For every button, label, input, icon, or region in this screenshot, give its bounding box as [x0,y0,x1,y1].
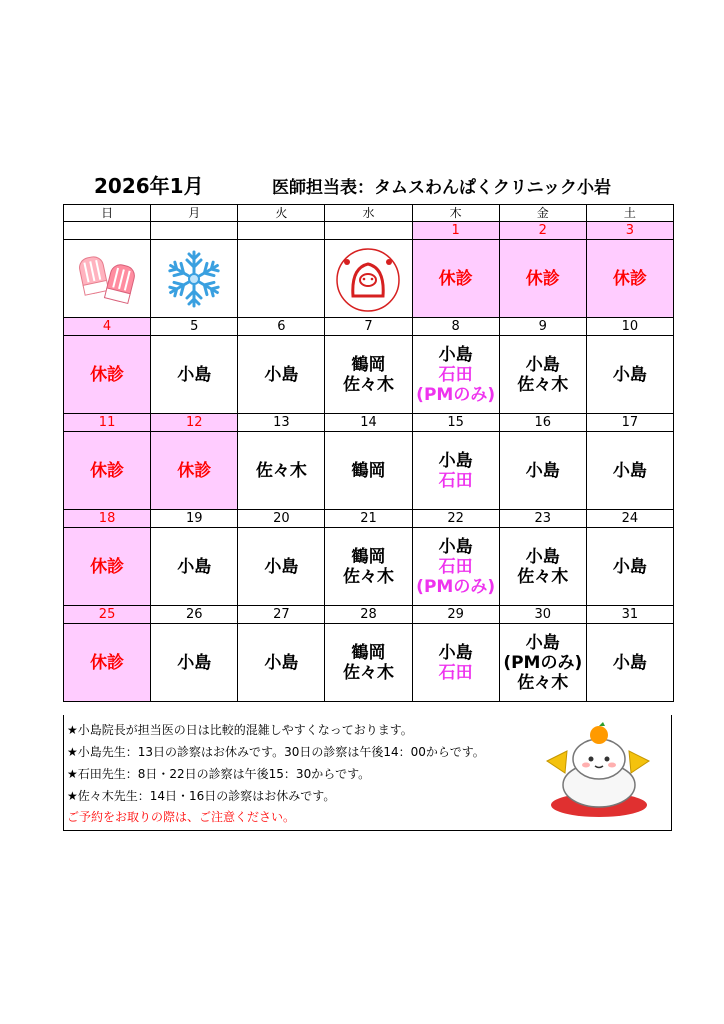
doctor-name: 小島 [525,632,560,653]
doctor-name: 小島 [438,344,473,365]
date-number: 29 [412,606,499,624]
date-number: 5 [151,318,238,336]
schedule-row [64,528,674,606]
schedule-cell [238,336,325,414]
schedule-cell [151,528,238,606]
doctor-name: (PMのみ) [416,576,496,597]
date-number-row [64,414,674,432]
schedule-cell [412,528,499,606]
schedule-cell [499,336,586,414]
doctor-name: 佐々木 [517,566,569,587]
weekday-mon: 月 [151,205,238,222]
date-number: 13 [238,414,325,432]
doctor-name: (PMのみ) [416,384,496,405]
date-number: 25 [64,606,151,624]
closed-day-cell [64,624,151,702]
schedule-cell [238,432,325,510]
schedule-cell [151,624,238,702]
doctor-name: 小島 [177,556,212,577]
doctor-name: 小島 [438,450,473,471]
schedule-row [64,240,674,318]
date-number: 9 [499,318,586,336]
closed-day-cell [64,432,151,510]
doctor-name: 佐々木 [342,374,394,395]
page-title: 医師担当表：タムスわんぱくクリニック小岩 [272,178,611,198]
schedule-cell [412,624,499,702]
weekday-tue: 火 [238,205,325,222]
note-3: ★石田先生：8日・22日の診察は午後15：30からです。 [67,767,371,781]
schedule-cell [325,432,412,510]
date-number: 19 [151,510,238,528]
date-number: 24 [586,510,673,528]
closed-day-cell [151,432,238,510]
note-warning: ご予約をお取りの際は、ご注意ください。 [67,810,296,824]
schedule-cell [325,624,412,702]
date-number: 3 [586,222,673,240]
closed-label: 休診 [90,652,125,673]
title-year-month: 2026年1月 [94,174,204,198]
note-1: ★小島院長が担当医の日は比較的混雑しやすくなっております。 [67,723,413,737]
closed-label: 休診 [90,556,125,577]
closed-label: 休診 [438,268,473,289]
doctor-name: 小島 [612,556,647,577]
closed-day-cell [64,528,151,606]
schedule-cell [325,336,412,414]
date-number: 26 [151,606,238,624]
schedule-cell [151,240,238,318]
doctor-name: 小島 [612,460,647,481]
notes-box [63,715,672,831]
schedule-cell [586,624,673,702]
date-number: 12 [151,414,238,432]
date-number: 23 [499,510,586,528]
mittens-image [64,249,150,309]
schedule-cell [151,336,238,414]
date-number-row [64,510,674,528]
date-number: 17 [586,414,673,432]
date-number: 6 [238,318,325,336]
closed-day-cell [64,336,151,414]
doctor-name: 小島 [264,364,299,385]
doctor-name: 小島 [264,652,299,673]
doctor-name: 小島 [612,364,647,385]
calendar-table [63,204,674,702]
doctor-name: 小島 [177,652,212,673]
doctor-name: 小島 [525,354,560,375]
date-number: 2 [499,222,586,240]
doctor-name: 鶴岡 [351,546,386,567]
closed-day-cell [586,240,673,318]
doctor-name: 小島 [177,364,212,385]
date-number [238,222,325,240]
weekday-header-row [64,205,674,222]
date-number: 21 [325,510,412,528]
date-number: 15 [412,414,499,432]
weekday-sat: 土 [586,205,673,222]
doctor-name: 鶴岡 [351,642,386,663]
schedule-row [64,624,674,702]
doctor-name: 石田 [438,470,473,491]
schedule-cell [412,336,499,414]
date-number [64,222,151,240]
weekday-wed: 水 [325,205,412,222]
closed-label: 休診 [612,268,647,289]
date-number: 27 [238,606,325,624]
doctor-name: 鶴岡 [351,354,386,375]
date-number [325,222,412,240]
closed-label: 休診 [177,460,212,481]
doctor-name: 小島 [612,652,647,673]
date-number: 10 [586,318,673,336]
schedule-cell [586,432,673,510]
date-number: 18 [64,510,151,528]
schedule-cell [586,528,673,606]
closed-day-cell [499,240,586,318]
schedule-cell [586,336,673,414]
date-number: 4 [64,318,151,336]
note-2: ★小島先生：13日の診察はお休みです。30日の診察は午後14：00からです。 [67,745,485,759]
schedule-cell [64,240,151,318]
date-number: 20 [238,510,325,528]
date-number: 16 [499,414,586,432]
date-number [151,222,238,240]
schedule-cell [238,624,325,702]
schedule-cell [499,528,586,606]
doctor-name: 佐々木 [517,672,569,693]
date-number: 11 [64,414,151,432]
date-number: 31 [586,606,673,624]
doctor-name: 小島 [264,556,299,577]
date-number-row [64,222,674,240]
date-number-row [64,318,674,336]
schedule-cell [499,432,586,510]
doctor-name: 佐々木 [255,460,307,481]
closed-label: 休診 [90,364,125,385]
kagami-mochi-mascot-image [537,721,657,821]
doctor-name: (PMのみ) [503,652,583,673]
closed-label: 休診 [525,268,560,289]
doctor-name: 佐々木 [342,566,394,587]
date-number: 22 [412,510,499,528]
date-number-row [64,606,674,624]
schedule-row [64,432,674,510]
date-number: 30 [499,606,586,624]
schedule-cell [325,240,412,318]
date-number: 1 [412,222,499,240]
snowflake-image [151,247,237,311]
closed-day-cell [412,240,499,318]
doctor-name: 石田 [438,364,473,385]
date-number: 7 [325,318,412,336]
weekday-thu: 木 [412,205,499,222]
doctor-name: 小島 [525,546,560,567]
schedule-cell [238,528,325,606]
date-number: 8 [412,318,499,336]
doctor-name: 小島 [438,642,473,663]
date-number: 28 [325,606,412,624]
schedule-row [64,336,674,414]
doctor-name: 石田 [438,662,473,683]
doctor-name: 佐々木 [517,374,569,395]
note-4: ★佐々木先生：14日・16日の診察はお休みです。 [67,789,336,803]
daruma-stamp-image [325,244,411,314]
doctor-name: 鶴岡 [351,460,386,481]
closed-label: 休診 [90,460,125,481]
schedule-cell [325,528,412,606]
schedule-cell [412,432,499,510]
doctor-name: 小島 [438,536,473,557]
weekday-fri: 金 [499,205,586,222]
date-number: 14 [325,414,412,432]
doctor-name: 佐々木 [342,662,394,683]
doctor-name: 石田 [438,556,473,577]
doctor-name: 小島 [525,460,560,481]
schedule-cell [499,624,586,702]
weekday-sun: 日 [64,205,151,222]
schedule-cell [238,240,325,318]
